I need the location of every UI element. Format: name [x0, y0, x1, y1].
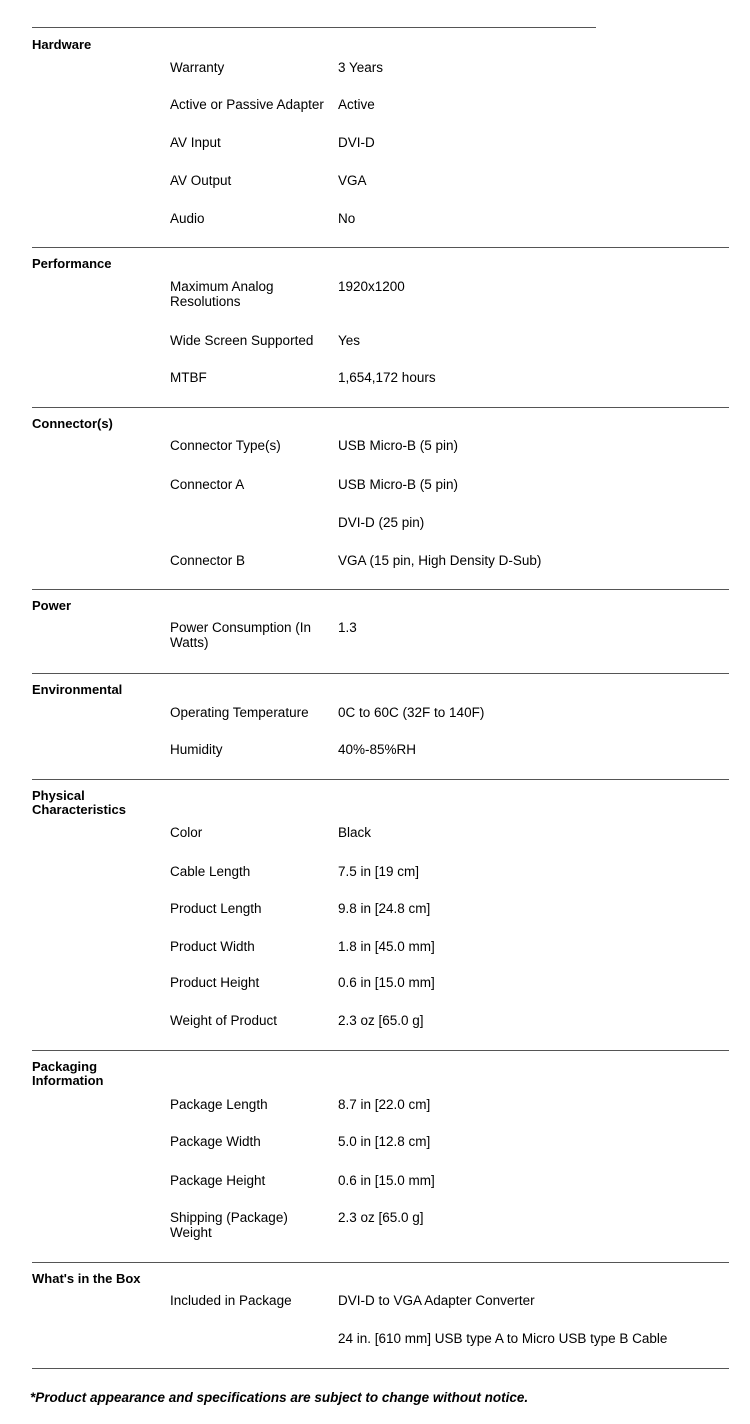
section-title: Performance [32, 256, 112, 271]
spec-label: Power Consumption (In Watts) [170, 620, 312, 650]
spec-label: Humidity [170, 742, 223, 757]
section-title: Power [32, 598, 72, 613]
spec-value: 24 in. [610 mm] USB type A to Micro USB type B Cable [338, 1331, 668, 1346]
spec-value: Active [338, 97, 375, 112]
section-divider [32, 1262, 729, 1263]
spec-value: USB Micro-B (5 pin) [338, 477, 459, 492]
spec-label: Included in Package [170, 1293, 292, 1308]
top-divider [32, 27, 596, 28]
spec-value: Yes [338, 333, 361, 348]
spec-label: AV Output [170, 173, 232, 188]
spec-label: Package Width [170, 1134, 261, 1149]
spec-value: 1,654,172 hours [338, 370, 436, 385]
section-divider [32, 779, 729, 780]
spec-label: Operating Temperature [170, 705, 309, 720]
spec-value: USB Micro-B (5 pin) [338, 438, 459, 453]
section-title: Packaging Information [32, 1059, 104, 1088]
spec-label: Shipping (Package) Weight [170, 1210, 288, 1240]
spec-label: MTBF [170, 370, 207, 385]
section-divider [32, 407, 729, 408]
spec-value: VGA [338, 173, 367, 188]
spec-label: Warranty [170, 60, 225, 75]
section-divider [32, 673, 729, 674]
spec-value: 1920x1200 [338, 279, 405, 294]
spec-label: Weight of Product [170, 1013, 278, 1028]
spec-label: Color [170, 825, 203, 840]
section-title: Environmental [32, 682, 123, 697]
disclaimer-footnote: *Product appearance and specifications are subject to change without notice. [30, 1390, 529, 1405]
spec-value: 0.6 in [15.0 mm] [338, 975, 435, 990]
spec-value: DVI-D to VGA Adapter Converter [338, 1293, 535, 1308]
spec-value: VGA (15 pin, High Density D-Sub) [338, 553, 542, 568]
spec-label: Connector B [170, 553, 246, 568]
spec-label: Maximum Analog Resolutions [170, 279, 274, 309]
spec-value: 0.6 in [15.0 mm] [338, 1173, 435, 1188]
section-title: Physical Characteristics [32, 788, 126, 817]
spec-value: 2.3 oz [65.0 g] [338, 1210, 424, 1225]
bottom-divider [32, 1368, 729, 1369]
spec-value: 0C to 60C (32F to 140F) [338, 705, 485, 720]
spec-value: 1.3 [338, 620, 357, 635]
spec-label: Package Height [170, 1173, 266, 1188]
spec-value: 5.0 in [12.8 cm] [338, 1134, 431, 1149]
spec-value: 2.3 oz [65.0 g] [338, 1013, 424, 1028]
spec-label: Active or Passive Adapter [170, 97, 324, 112]
spec-label: Cable Length [170, 864, 251, 879]
spec-label: Product Height [170, 975, 260, 990]
spec-label: Product Length [170, 901, 262, 916]
spec-value: 1.8 in [45.0 mm] [338, 939, 435, 954]
section-title: What's in the Box [32, 1271, 141, 1286]
spec-label: Connector A [170, 477, 245, 492]
spec-label: Package Length [170, 1097, 268, 1112]
section-title: Connector(s) [32, 416, 113, 431]
spec-value: DVI-D [338, 135, 375, 150]
section-divider [32, 247, 729, 248]
spec-label: Product Width [170, 939, 255, 954]
spec-value: 40%-85%RH [338, 742, 417, 757]
spec-label: Connector Type(s) [170, 438, 281, 453]
section-divider [32, 1050, 729, 1051]
spec-label: AV Input [170, 135, 221, 150]
spec-label: Wide Screen Supported [170, 333, 314, 348]
spec-value: DVI-D (25 pin) [338, 515, 425, 530]
spec-value: 9.8 in [24.8 cm] [338, 901, 431, 916]
spec-value: 3 Years [338, 60, 384, 75]
spec-label: Audio [170, 211, 205, 226]
spec-value: Black [338, 825, 372, 840]
spec-value: No [338, 211, 356, 226]
spec-value: 7.5 in [19 cm] [338, 864, 420, 879]
section-title: Hardware [32, 37, 92, 52]
spec-value: 8.7 in [22.0 cm] [338, 1097, 431, 1112]
section-divider [32, 589, 729, 590]
